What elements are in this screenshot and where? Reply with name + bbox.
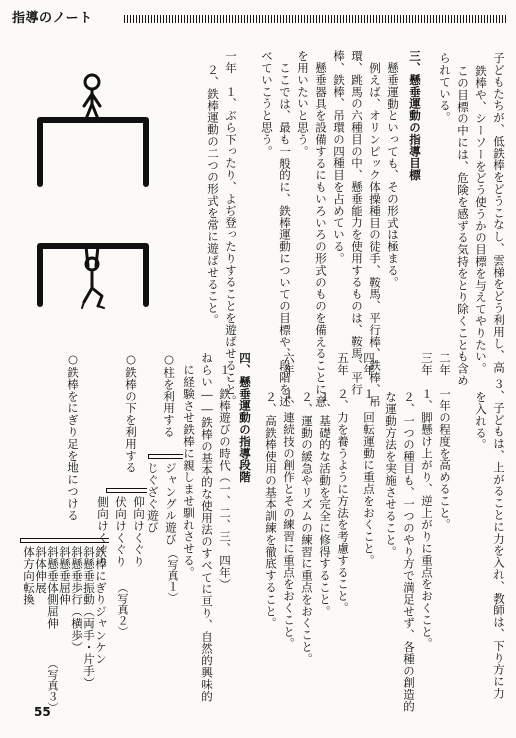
horizontal-bar-illustration (18, 56, 160, 346)
grip-item-3: 斜懸垂歩行（横歩） (70, 546, 84, 654)
text-col-22: 四年 １、回転運動に重点をおくこと。 (362, 352, 376, 567)
text-col-8: 環、跳馬の六種目の中、懸垂能力を使用するものは、鞍馬、平行 (350, 50, 364, 396)
caption-photo-1: （写真１） (166, 548, 179, 603)
text-col-26: 六年 １、連続技の創作とその練習に重点をおくこと。 (282, 352, 296, 650)
grip-item-7: 体方向転換 (22, 546, 36, 606)
text-col-24: １、基礎的な活動を完全に修得すること。 (318, 391, 332, 618)
text-col-32: ○柱を利用する (162, 352, 176, 438)
bracket-grip (20, 538, 109, 543)
pillar-item-1: ジャングル遊び (164, 462, 178, 546)
under-item-2: 伏向けくぐり (114, 496, 128, 568)
text-col-18: 二年 一年の程度を高めること。 (438, 352, 452, 531)
text-col-6: 懸垂運動といっても、その形式は極まる。 (386, 62, 400, 289)
bracket-under (106, 488, 147, 493)
text-col-11: を用いたいと思う。 (296, 50, 310, 158)
text-col-27: ２、高鉄棒使用の基本訓練を徹底すること。 (264, 391, 278, 629)
text-col-12: ここでは、最も一般的に、鉄棒運動についての目標や、段階を述 (278, 62, 292, 408)
under-item-1: 仰向けくぐり (132, 496, 146, 568)
grip-item-1: 鉄棒にぎりジャンケン (94, 546, 108, 665)
grip-item-5: 斜懸垂体側屈伸 (46, 546, 60, 630)
caption-photo-3: （写真３） (46, 658, 59, 713)
text-col-23: 五年 ２、力を養うように方法を考慮すること。 (336, 352, 350, 614)
text-col-13: べていこうと思う。 (260, 50, 274, 158)
text-col-3: この目標の中には、危険を感ずる気持をとり除くことも含め (456, 65, 470, 387)
text-col-31: に経験させ鉄棒に親しませ馴れさせる。 (182, 364, 196, 579)
header-title: 指導のノート (12, 11, 93, 26)
text-col-19: 三年 １、脚懸け上がり、逆上がりに重点をおくこと。 (420, 352, 434, 650)
page-header (12, 10, 506, 30)
text-col-9: 棒、鉄棒、吊環の四種目を占めている。 (332, 50, 346, 265)
text-col-34: ○鉄棒をにぎり足を地につける (66, 352, 80, 522)
section-heading-4: 四、懸垂運動の指導段階 (238, 352, 252, 483)
text-col-7: 例えば、オリンピック体操種目の徒手、鞍馬、平行棒、鉄棒、吊 (368, 62, 382, 408)
grip-item-4: 斜懸垂屈伸 (58, 546, 72, 606)
text-col-2: 鉄棒や、シーソーをどう使うかの目標を与えてやりたい。 (474, 65, 488, 375)
under-item-3: 側向けくぐり (96, 496, 110, 568)
text-col-29: １、鉄棒遊びの時代（一、二、三、四年） (218, 364, 232, 591)
text-col-4: られている。 (438, 52, 452, 124)
text-col-15: ２、鉄棒運動の二つの形式を常に遊ばせること。 (206, 64, 220, 326)
text-col-25: ２、運動の緩急やリズムの練習に重点をおくこと。 (300, 391, 314, 665)
caption-photo-2: （写真２） (116, 582, 129, 637)
header-rule (124, 15, 506, 23)
grip-item-6: 斜体伸展 (34, 546, 48, 594)
text-col-14: 一年 １、ぶら下ったり、よぢ登ったりすることを遊ばせること。 (224, 50, 238, 407)
text-col-33: ○鉄棒の下を利用する (124, 352, 138, 474)
text-col-20: ２、一つの種目も、一つのやり方で満足せず、各種の創造的 (402, 391, 416, 713)
text-col-30: ねらい――鉄棒の基本的な使用法のすべてに亘り、自然的興味的 (200, 352, 214, 703)
text-col-16: ３、子どもは、上がることに力を入れ、教師は、下り方に力 (492, 378, 506, 700)
section-heading-3: 三、懸垂運動の指導目標 (408, 50, 422, 181)
pillar-item-2: じぐざぐ遊び (146, 462, 160, 534)
grip-item-2: 斜懸垂振動（両手・片手） (82, 546, 96, 689)
bracket-pillar (148, 454, 183, 459)
text-col-21: な運動方法を実施させること。 (384, 391, 398, 558)
text-col-10: 懸垂器具を設備するにもいろいろの形式のものを備えることに意 (314, 62, 328, 408)
text-col-17: を入れる。 (474, 391, 488, 451)
page-number: 55 (34, 705, 51, 719)
text-col-1: 子どもたちが、低鉄棒をどうこなし、雲梯をどう利用し、高 (492, 52, 506, 374)
